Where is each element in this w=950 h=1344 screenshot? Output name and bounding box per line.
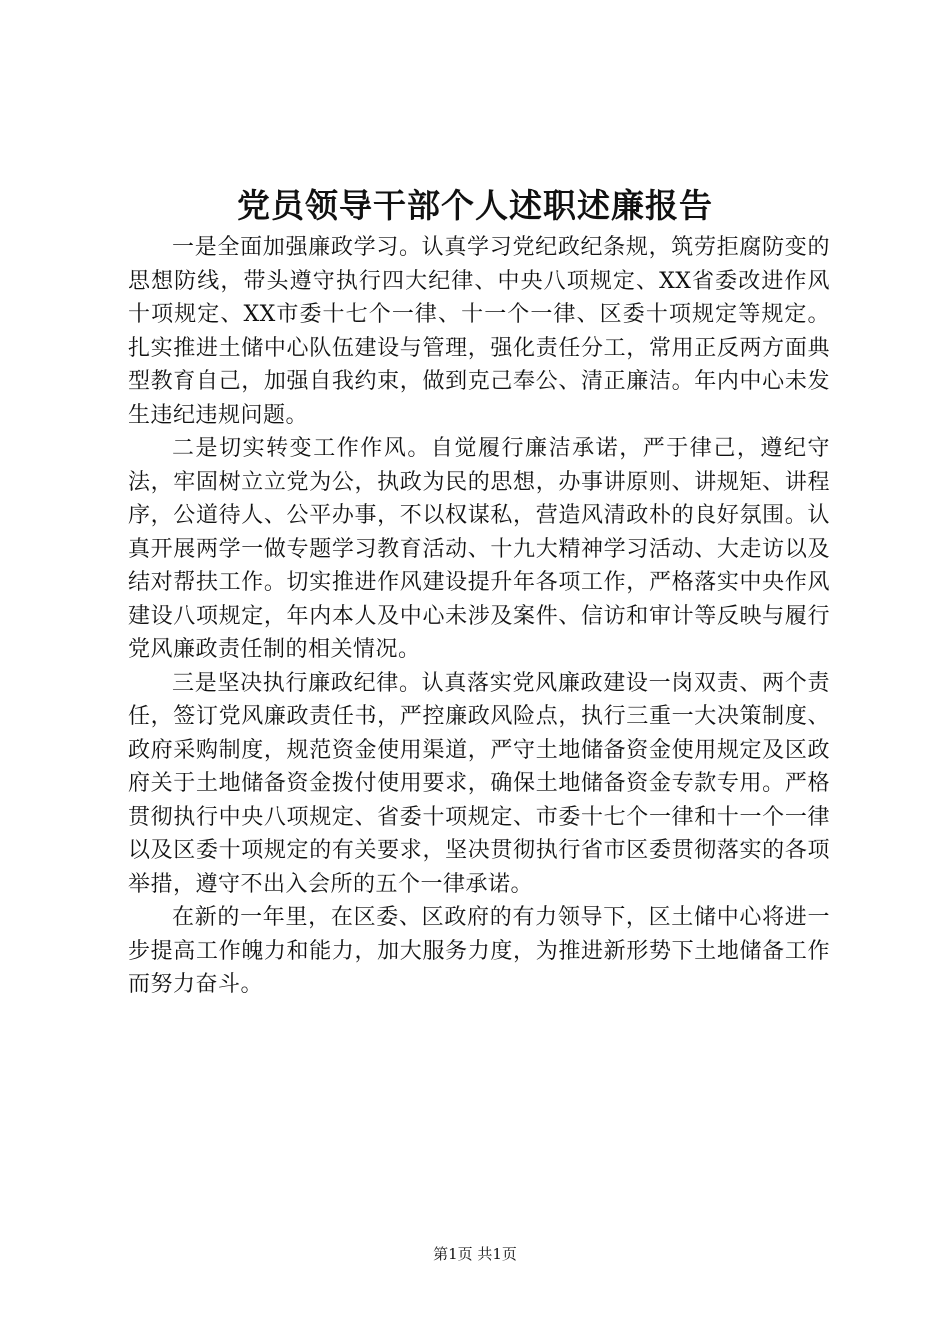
- paragraph-1: 一是全面加强廉政学习。认真学习党纪政纪条规，筑劳拒腐防变的思想防线，带头遵守执行四大纪律、中央八项规定、XX省委改进作风十项规定、XX市委十七个一律、十一个一律、区委十项规定等规定。扎实推进土储中心队伍建设与管理，强化责任分工，常用正反两方面典型教育自己，加强自我约束，做到克己奉公、清正廉洁。年内中心未发生违纪违规问题。: [128, 235, 830, 428]
- paragraph-2: 二是切实转变工作作风。自觉履行廉洁承诺，严于律己，遵纪守法，牢固树立立党为公，执政为民的思想，办事讲原则、讲规矩、讲程序，公道待人、公平办事，不以权谋私，营造风清政朴的良好氛围。认真开展两学一做专题学习教育活动、十九大精神学习活动、大走访以及结对帮扶工作。切实推进作风建设提升年各项工作，严格落实中央作风建设八项规定，年内本人及中心未涉及案件、信访和审计等反映与履行党风廉政责任制的相关情况。: [128, 436, 830, 662]
- paragraph-3: 三是坚决执行廉政纪律。认真落实党风廉政建设一岗双责、两个责任，签订党风廉政责任书，严控廉政风险点，执行三重一大决策制度、政府采购制度，规范资金使用渠道，严守土地储备资金使用规定及区政府关于土地储备资金拨付使用要求，确保土地储备资金专款专用。严格贯彻执行中央八项规定、省委十项规定、市委十七个一律和十一个一律以及区委十项规定的有关要求，坚决贯彻执行省市区委贯彻落实的各项举措，遵守不出入会所的五个一律承诺。: [128, 670, 830, 897]
- page-footer: 第1页 共1页: [433, 1245, 517, 1263]
- paragraph-4: 在新的一年里，在区委、区政府的有力领导下，区土储中心将进一步提高工作魄力和能力，加大服务力度，为推进新形势下土地储备工作而努力奋斗。: [128, 905, 830, 997]
- document-title: 党员领导干部个人述职述廉报告: [237, 186, 713, 225]
- document-body: [128, 231, 830, 1002]
